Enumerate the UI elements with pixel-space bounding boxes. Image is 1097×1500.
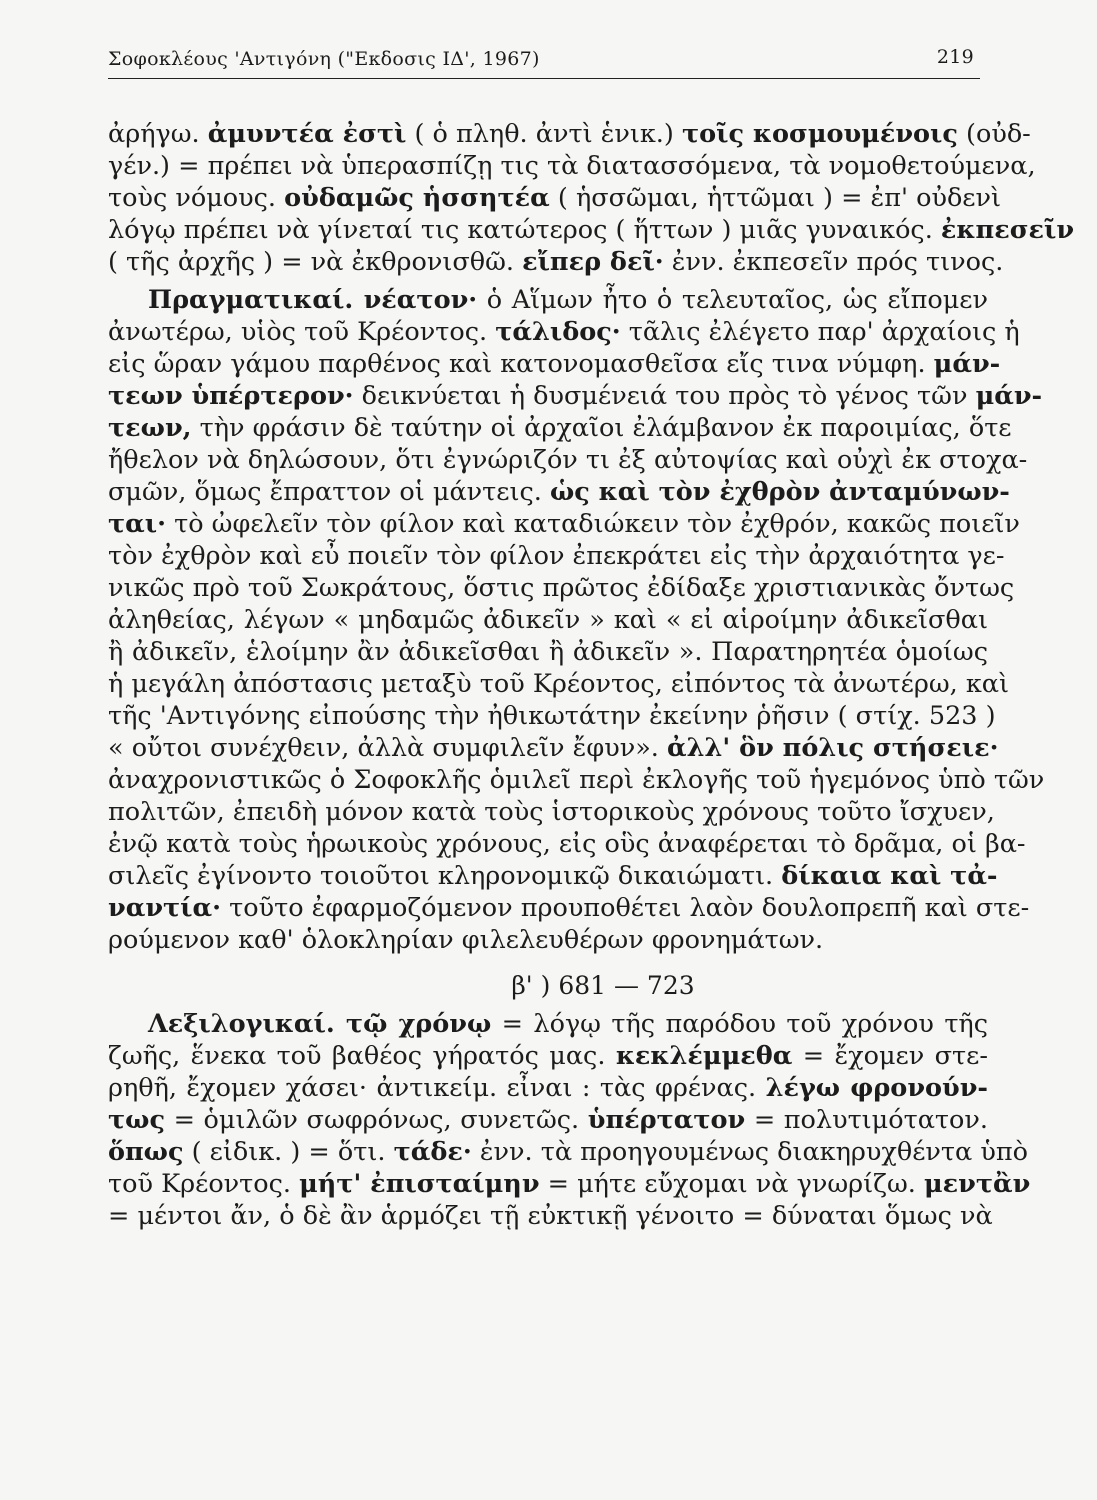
text-line [108, 214, 1075, 246]
text-segment: ἡ μεγάλη ἀπόστασις μεταξὺ τοῦ Κρέοντος, εἰπόντος τὰ ἀνωτέρω, καὶ [108, 669, 1010, 699]
text-segment: τὸ ὠφελεῖν τὸν φίλον καὶ καταδιώκειν τὸν ἐχθρόν, κακῶς ποιεῖν [166, 509, 1020, 539]
text-segment: τοὺς νόμους. [108, 183, 285, 213]
text-line [108, 668, 1010, 700]
text-line [108, 508, 1020, 540]
text-segment: ( ὁ πληθ. ἀντὶ ἑνικ.) [406, 119, 682, 149]
text-line [108, 764, 1045, 796]
text-segment: τὴν φράσιν δὲ ταύτην οἱ ἀρχαῖοι ἐλάμβανον ἐκ παροιμίας, ὅτε [191, 413, 1012, 443]
text-segment: ( τῆς ἀρχῆς ) = νὰ ἐκθρονισθῶ. [108, 247, 523, 277]
lemma-term: μήτ' ἐπισταίμην [299, 1169, 540, 1199]
text-segment: ( εἰδικ. ) = ὅτι. [183, 1137, 394, 1167]
text-line [108, 1136, 1028, 1168]
text-line [108, 572, 1015, 604]
lemma-term: μεντἂν [923, 1169, 1031, 1199]
section-number: β' ) 681 — 723 [511, 971, 695, 1000]
text-segment: ἐνν. ἐκπεσεῖν πρός τινος. [663, 247, 1004, 277]
lemma-term: ἐκπεσεῖν [940, 215, 1075, 245]
text-line [108, 348, 1001, 380]
text-segment: λόγῳ πρέπει νὰ γίνεταί τις κατώτερος ( ἥττων ) μιᾶς γυναικός. [108, 215, 941, 245]
text-line [108, 476, 1010, 508]
lemma-term: εἴπερ δεῖ· [522, 247, 664, 277]
lemma-term: οὐδαμῶς ἡσσητέα [284, 183, 550, 213]
lemma-term: τεων, [108, 413, 192, 443]
text-line [108, 1072, 988, 1104]
text-segment: σμῶν, ὅμως ἔπραττον οἱ μάντεις. [108, 477, 550, 507]
lemma-term: Λεξιλογικαί. τῷ χρόνῳ [148, 1009, 492, 1039]
text-line [108, 1200, 993, 1232]
lemma-term: Πραγματικαί. νέατον· [148, 285, 478, 315]
lemma-term: μάν- [975, 381, 1043, 411]
lemma-term: τάλιδος· [495, 317, 621, 347]
paragraph-pragmatikai [108, 284, 1045, 956]
text-line [108, 444, 1028, 476]
running-head-title: Σοφοκλέους 'Αντιγόνη ("Εκδοσις ΙΔ', 1967) [108, 48, 540, 70]
text-segment: = μήτε εὔχομαι νὰ γνωρίζω. [539, 1169, 924, 1199]
text-segment: εἰς ὥραν γάμου παρθένος καὶ κατονομασθεῖσα εἴς τινα νύμφη. [108, 349, 934, 379]
text-segment: πολιτῶν, ἐπειδὴ μόνον κατὰ τοὺς ἱστορικοὺς χρόνους τοῦτο ἴσχυεν, [108, 797, 995, 827]
lemma-term: ἀλλ' ὃν πόλις στήσειε· [667, 733, 999, 763]
text-segment: ὁ Αἵμων ἦτο ὁ τελευταῖος, ὡς εἴπομεν [477, 285, 988, 315]
text-segment: γέν.) = πρέπει νὰ ὑπερασπίζῃ τις τὰ διατασσόμενα, τὰ νομοθετούμενα, [108, 151, 1036, 181]
text-line [108, 316, 1020, 348]
text-segment: τῆς 'Αντιγόνης εἰπούσης τὴν ἠθικωτάτην ἐκείνην ῥῆσιν ( στίχ. 523 ) [108, 701, 996, 731]
text-line [108, 860, 998, 892]
text-line [108, 540, 1005, 572]
lemma-term: τοῖς κοσμουμένοις [681, 119, 958, 149]
lemma-term: κεκλέμμεθα [615, 1041, 793, 1071]
lemma-term: ἀμυντέα ἐστὶ [207, 119, 407, 149]
text-line [108, 732, 999, 764]
text-segment: ἀληθείας, λέγων « μηδαμῶς ἀδικεῖν » καὶ « εἰ αἱροίμην ἀδικεῖσθαι [108, 605, 988, 635]
text-segment: ρούμενον καθ' ὁλοκληρίαν φιλελευθέρων φρονημάτων. [108, 925, 824, 955]
text-line [108, 796, 995, 828]
text-segment: ( ἡσσῶμαι, ἡττῶμαι ) = ἐπ' οὐδενὶ [549, 183, 1002, 213]
text-line [108, 1040, 988, 1072]
text-line [108, 1008, 988, 1040]
text-segment: « οὔτοι συνέχθειν, ἀλλὰ συμφιλεῖν ἔφυν». [108, 733, 668, 763]
lemma-term: δίκαια καὶ τἀ- [781, 861, 998, 891]
text-segment: ἐνῷ κατὰ τοὺς ἡρωικοὺς χρόνους, εἰς οὓς ἀναφέρεται τὸ δρᾶμα, οἱ βα- [108, 829, 1026, 859]
lemma-term: ὑπέρτατον [587, 1105, 746, 1135]
lemma-term: μάν- [933, 349, 1001, 379]
lemma-term: ναντία· [108, 893, 222, 923]
text-segment: σιλεῖς ἐγίνοντο τοιοῦτοι κληρονομικῷ δικαιώματι. [108, 861, 782, 891]
text-line [108, 636, 988, 668]
text-segment: = ἔχομεν στε- [792, 1041, 988, 1071]
text-segment: τοῦ Κρέοντος. [108, 1169, 300, 1199]
text-line [108, 604, 988, 636]
lemma-term: ται· [108, 509, 166, 539]
text-segment: ἀνωτέρω, υἱὸς τοῦ Κρέοντος. [108, 317, 496, 347]
paragraph-commentary-end [108, 118, 1075, 278]
lemma-term: τεων ὑπέρτερον· [108, 381, 354, 411]
text-segment: = ὁμιλῶν σωφρόνως, συνετῶς. [164, 1105, 588, 1135]
text-segment: τὸν ἐχθρὸν καὶ εὖ ποιεῖν τὸν φίλον ἐπεκράτει εἰς τὴν ἀρχαιότητα γε- [108, 541, 1005, 571]
text-segment: νικῶς πρὸ τοῦ Σωκράτους, ὅστις πρῶτος ἐδίδαξε χριστιανικὰς ὄντως [108, 573, 1015, 603]
lemma-term: ὡς καὶ τὸν ἐχθρὸν ἀνταμύνων- [549, 477, 1010, 507]
text-line [108, 892, 1030, 924]
text-segment: δεικνύεται ἡ δυσμένειά του πρὸς τὸ γένος τῶν [353, 381, 976, 411]
running-head [108, 38, 980, 79]
text-line [108, 1168, 1031, 1200]
text-line [108, 924, 988, 956]
text-line [108, 182, 1002, 214]
text-segment: = λόγῳ τῆς παρόδου τοῦ χρόνου τῆς [491, 1009, 988, 1039]
text-segment: ἢ ἀδικεῖν, ἑλοίμην ἂν ἀδικεῖσθαι ἢ ἀδικεῖν ». Παρατηρητέα ὁμοίως [108, 637, 988, 667]
text-segment: = πολυτιμότατον. [745, 1105, 989, 1135]
text-segment: τοῦτο ἐφαρμοζόμενον προυποθέτει λαὸν δουλοπρεπῆ καὶ στε- [221, 893, 1030, 923]
text-line [108, 118, 1031, 150]
text-line [108, 284, 988, 316]
text-line [108, 380, 1043, 412]
text-line [108, 150, 1036, 182]
lemma-term: λέγω φρονούν- [765, 1073, 988, 1103]
body-text [108, 118, 1075, 1232]
text-segment: ἀρήγω. [108, 119, 208, 149]
text-line [108, 828, 1026, 860]
text-line [108, 246, 1004, 278]
text-segment: = μέντοι ἄν, ὁ δὲ ἂν ἁρμόζει τῇ εὐκτικῇ γένοιτο = δύναται ὅμως νὰ [108, 1201, 993, 1231]
text-segment: ζωῆς, ἕνεκα τοῦ βαθέος γήρατός μας. [108, 1041, 616, 1071]
text-segment: ἐνν. τὰ προηγουμένως διακηρυχθέντα ὑπὸ [471, 1137, 1028, 1167]
text-segment: ἤθελον νὰ δηλώσουν, ὅτι ἐγνώριζόν τι ἐξ αὐτοψίας καὶ οὐχὶ ἐκ στοχα- [108, 445, 1028, 475]
text-segment: ἀναχρονιστικῶς ὁ Σοφοκλῆς ὁμιλεῖ περὶ ἐκλογῆς τοῦ ἡγεμόνος ὑπὸ τῶν [108, 765, 1045, 795]
paragraph-lexilogikai [108, 1008, 1031, 1232]
lemma-term: τως [108, 1105, 165, 1135]
text-segment: ρηθῆ, ἔχομεν χάσει· ἀντικείμ. εἶναι : τὰς φρένας. [108, 1073, 766, 1103]
text-segment: τᾶλις ἐλέγετο παρ' ἀρχαίοις ἡ [620, 317, 1020, 347]
page-number: 219 [936, 46, 974, 68]
text-line [108, 412, 1012, 444]
lemma-term: τάδε· [393, 1137, 472, 1167]
lemma-term: ὅπως [108, 1137, 184, 1167]
text-segment: (οὐδ- [957, 119, 1031, 149]
text-line [108, 700, 996, 732]
text-line [108, 1104, 988, 1136]
